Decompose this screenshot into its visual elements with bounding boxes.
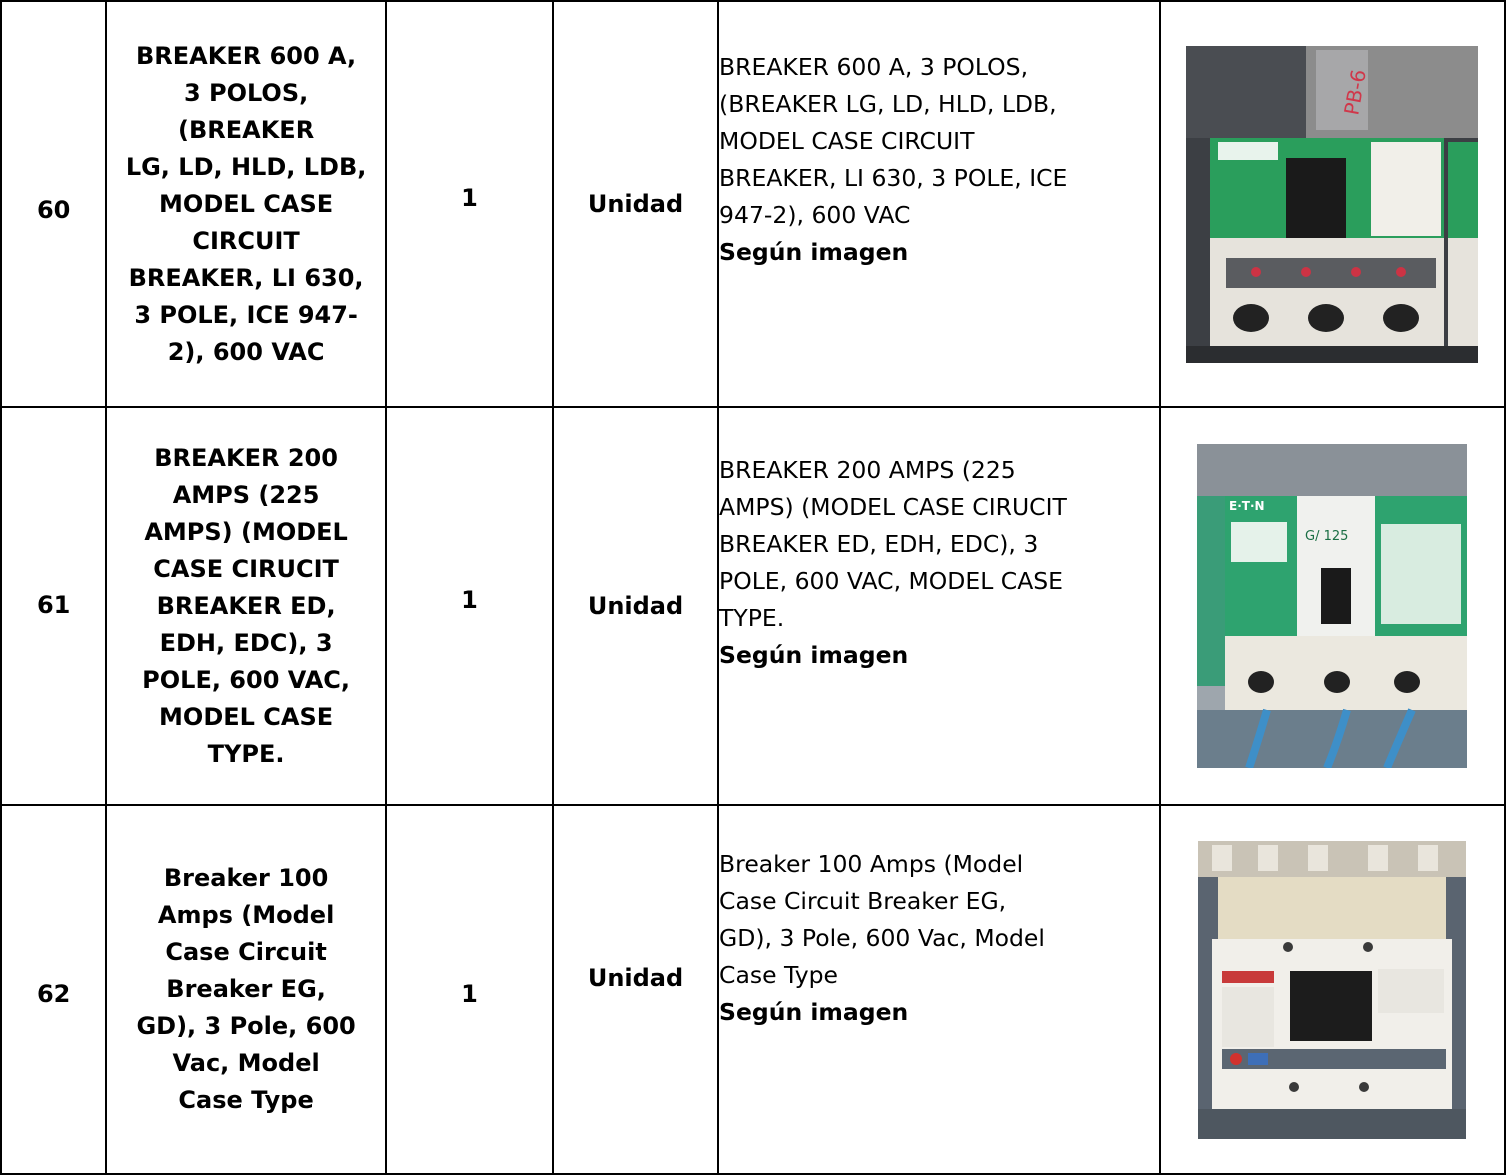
item-photo-cell xyxy=(1160,1,1505,407)
item-description-line: GD), 3 Pole, 600 Vac, Model xyxy=(719,924,1045,952)
table-row xyxy=(1,805,1505,1174)
photo-handwriting: PB-6 xyxy=(1339,67,1372,117)
item-name-line: Case Type xyxy=(178,1086,314,1114)
item-name-line: 2), 600 VAC xyxy=(167,337,325,366)
item-name-line: BREAKER 200 xyxy=(154,443,338,472)
item-quantity: 1 xyxy=(461,979,478,1008)
item-name-line: CIRCUIT xyxy=(192,226,300,255)
item-name-line: Vac, Model xyxy=(172,1049,320,1077)
breaker-photo xyxy=(1197,444,1467,768)
item-description-line: AMPS) (MODEL CASE CIRUCIT xyxy=(719,493,1067,521)
item-description-line: BREAKER 200 AMPS (225 xyxy=(719,456,1016,484)
item-name-line: POLE, 600 VAC, xyxy=(142,665,351,694)
item-name-line: MODEL CASE xyxy=(159,189,334,218)
item-name-line: CASE CIRUCIT xyxy=(153,554,339,583)
item-quantity-cell xyxy=(386,805,553,1174)
item-unit: Unidad xyxy=(587,592,684,620)
item-description-line: Case Type xyxy=(719,961,839,989)
item-description-line: BREAKER 600 A, 3 POLOS, xyxy=(719,53,1029,81)
item-number-cell xyxy=(1,407,106,805)
item-number: 60 xyxy=(36,196,71,224)
item-description-cell xyxy=(718,805,1160,1174)
item-description-cell xyxy=(718,1,1160,407)
item-name-cell xyxy=(106,1,386,407)
item-photo-cell xyxy=(1160,407,1505,805)
item-name-line: LG, LD, HLD, LDB, xyxy=(125,152,367,181)
photo-model: G/ 125 xyxy=(1305,529,1349,544)
item-reference-note: Según imagen xyxy=(719,238,909,266)
item-unit-cell xyxy=(553,407,718,805)
item-number: 61 xyxy=(36,591,71,619)
item-name-line: AMPS) (MODEL xyxy=(144,517,348,546)
item-name-line: BREAKER, LI 630, xyxy=(128,263,364,292)
item-reference-note: Según imagen xyxy=(719,641,909,669)
item-number-cell xyxy=(1,805,106,1174)
item-description-line: POLE, 600 VAC, MODEL CASE xyxy=(719,567,1064,595)
item-quantity-cell xyxy=(386,407,553,805)
item-description-line: Case Circuit Breaker EG, xyxy=(719,887,1007,915)
item-quantity: 1 xyxy=(461,184,478,212)
item-name-line: Case Circuit xyxy=(165,938,327,966)
photo-brand: E·T·N xyxy=(1229,499,1265,513)
item-description-line: 947-2), 600 VAC xyxy=(719,201,911,229)
item-number-cell xyxy=(1,1,106,407)
item-unit: Unidad xyxy=(587,963,684,992)
item-unit: Unidad xyxy=(587,190,684,218)
item-number: 62 xyxy=(36,979,71,1008)
item-reference-note: Según imagen xyxy=(719,998,909,1026)
item-description-line: Breaker 100 Amps (Model xyxy=(719,850,1024,878)
breaker-photo xyxy=(1198,841,1466,1139)
item-name-line: MODEL CASE xyxy=(159,702,334,731)
table-row xyxy=(1,1,1505,407)
item-description-line: BREAKER ED, EDH, EDC), 3 xyxy=(719,530,1039,558)
item-description-line: BREAKER, LI 630, 3 POLE, ICE xyxy=(719,164,1068,192)
breaker-photo xyxy=(1186,46,1478,363)
item-description-line: TYPE. xyxy=(719,604,785,632)
item-photo-cell xyxy=(1160,805,1505,1174)
item-name-cell xyxy=(106,805,386,1174)
table-row xyxy=(1,407,1505,805)
item-description-cell xyxy=(718,407,1160,805)
item-description-line: MODEL CASE CIRCUIT xyxy=(719,127,975,155)
item-name-line: Breaker EG, xyxy=(166,975,326,1003)
item-name-line: GD), 3 Pole, 600 xyxy=(136,1012,356,1040)
item-name-cell xyxy=(106,407,386,805)
item-name-line: TYPE. xyxy=(207,739,285,768)
item-name-line: 3 POLE, ICE 947- xyxy=(134,300,358,329)
item-name-line: Breaker 100 xyxy=(163,864,329,892)
item-name-line: Amps (Model xyxy=(157,901,335,929)
item-description-line: (BREAKER LG, LD, HLD, LDB, xyxy=(719,90,1057,118)
item-unit-cell xyxy=(553,805,718,1174)
item-name-line: BREAKER 600 A, xyxy=(136,41,357,70)
item-quantity: 1 xyxy=(461,586,478,614)
item-name-line: (BREAKER xyxy=(178,115,315,144)
item-name-line: BREAKER ED, xyxy=(156,591,336,620)
item-name-line: AMPS (225 xyxy=(172,480,320,509)
item-name-line: EDH, EDC), 3 xyxy=(159,628,333,657)
item-unit-cell xyxy=(553,1,718,407)
item-quantity-cell xyxy=(386,1,553,407)
item-name-line: 3 POLOS, xyxy=(183,78,309,107)
